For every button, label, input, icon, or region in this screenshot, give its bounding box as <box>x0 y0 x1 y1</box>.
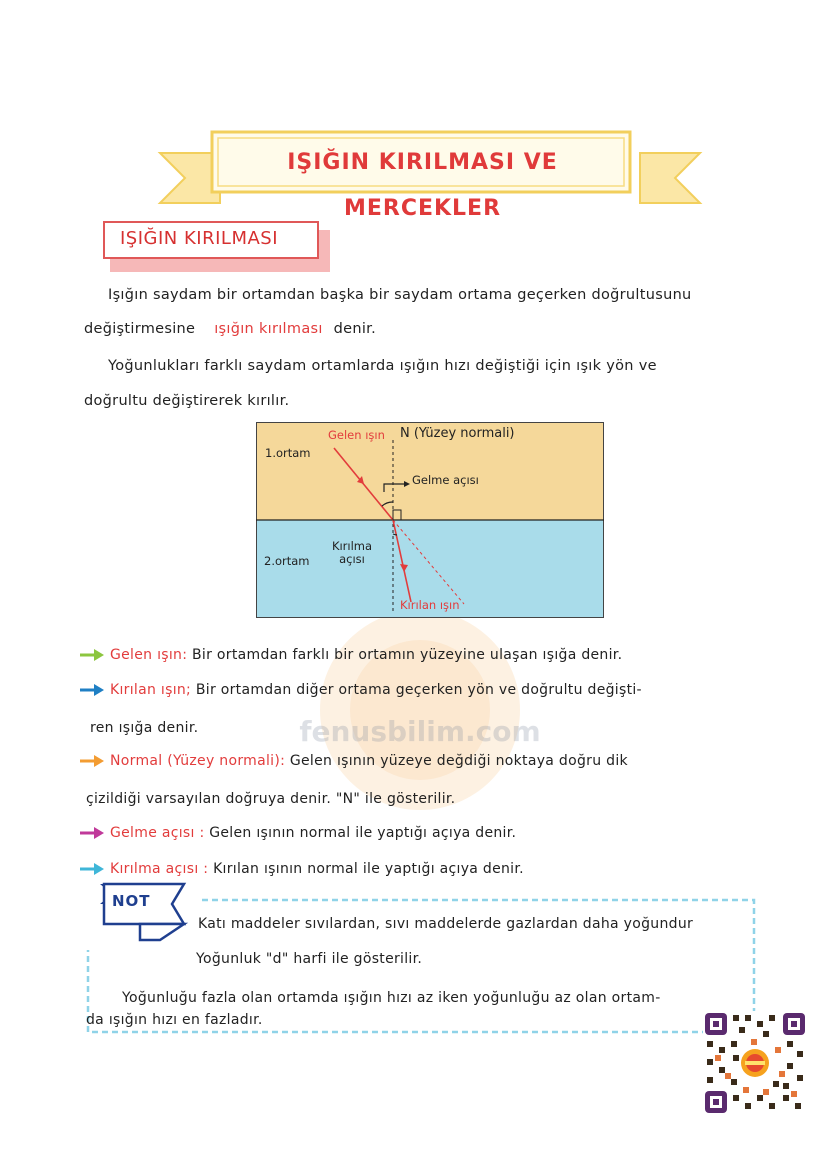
qr-code-icon[interactable] <box>703 1011 807 1115</box>
note-line-1: Katı maddeler sıvılardan, sıvı maddelerde gazlardan daha yoğundur <box>198 916 694 932</box>
intro-line-1: Işığın saydam bir ortamdan başka bir saydam ortama geçerken doğrultusunu <box>108 287 692 303</box>
medium-2-label: 2.ortam <box>264 554 310 568</box>
definition-incidence-angle: Gelme açısı : Gelen ışının normal ile yaptığı açıya denir. <box>78 818 778 848</box>
normal-label: N (Yüzey normali) <box>400 426 515 441</box>
note-line-2: Yoğunluk "d" harfi ile gösterilir. <box>196 951 423 967</box>
refraction-angle-label: Kırılma açısı <box>331 539 373 566</box>
intro-line-3: Yoğunlukları farklı saydam ortamlarda ışığın hızı değiştiği için ışık yön ve <box>108 358 657 374</box>
arrow-right-icon <box>78 825 106 841</box>
medium-1-label: 1.ortam <box>265 446 311 460</box>
intro-line-2 <box>84 312 744 346</box>
page-title: IŞIĞIN KIRILMASI VE MERCEKLER <box>287 150 558 221</box>
definition-refracted-ray: Kırılan ışın; Bir ortamdan diğer ortama geçerken yön ve doğrultu değişti- <box>78 675 778 705</box>
incoming-ray-label: Gelen ışın <box>328 428 385 442</box>
definition-normal-continued: çizildiği varsayılan doğruya denir. "N" ile gösterilir. <box>86 791 456 807</box>
refracted-ray-label: Kırılan ışın <box>400 598 460 612</box>
arrow-right-icon <box>78 861 106 877</box>
note-tag-badge <box>100 880 190 942</box>
watermark-text: fenusbilim.com <box>299 715 541 748</box>
incidence-angle-label: Gelme açısı <box>412 473 479 487</box>
note-line-4: da ışığın hızı en fazladır. <box>86 1012 263 1028</box>
intro-line-2-before: değiştirmesine <box>84 321 196 337</box>
definition-normal: Normal (Yüzey normali): Gelen ışının yüzeye değdiği noktaya doğru dik <box>78 746 778 776</box>
definition-refracted-ray-continued: ren ışığa denir. <box>90 720 199 736</box>
arrow-right-icon <box>78 647 106 663</box>
term-light-refraction: ışığın kırılması <box>214 321 323 337</box>
arrow-right-icon <box>78 682 106 698</box>
definition-incoming-ray: Gelen ışın: Bir ortamdan farklı bir ortamın yüzeyine ulaşan ışığa denir. <box>78 640 778 670</box>
intro-line-2-after: denir. <box>333 321 376 337</box>
section-title: IŞIĞIN KIRILMASI <box>120 228 279 249</box>
arrow-right-icon <box>78 753 106 769</box>
definition-refraction-angle: Kırılma açısı : Kırılan ışının normal ile yaptığı açıya denir. <box>78 854 778 884</box>
note-line-3: Yoğunluğu fazla olan ortamda ışığın hızı az iken yoğunluğu az olan ortam- <box>122 990 661 1006</box>
note-tag-label: NOT <box>112 892 151 910</box>
intro-line-4: doğrultu değiştirerek kırılır. <box>84 393 290 409</box>
